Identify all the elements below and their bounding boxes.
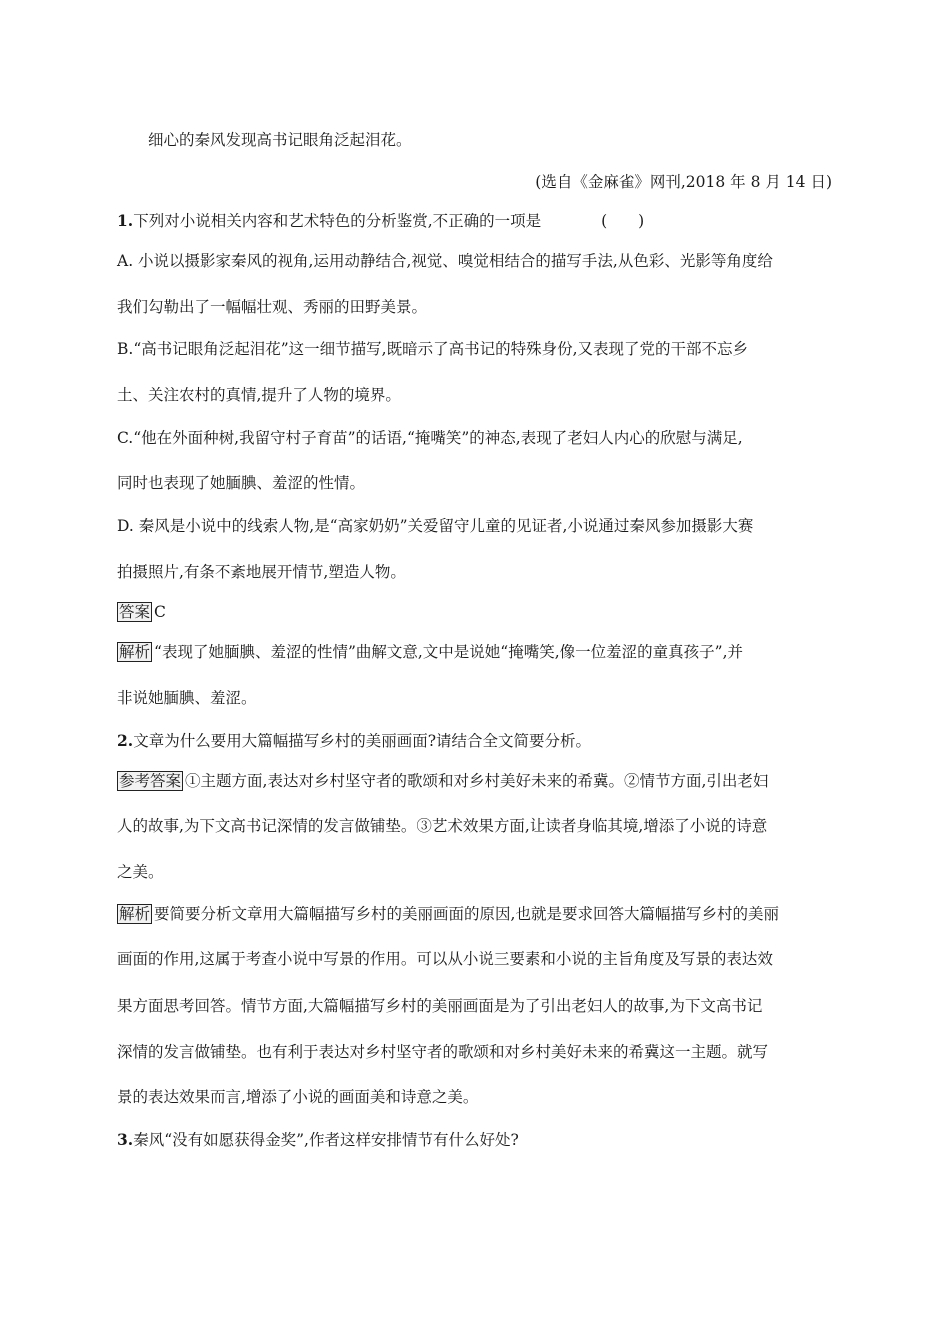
question-2-stem: 文章为什么要用大篇幅描写乡村的美丽画面?请结合全文简要分析。: [133, 732, 591, 750]
q2-analysis-line-1: [117, 903, 833, 925]
question-2-number: 2.: [117, 731, 134, 750]
option-d-line-1: D. 秦风是小说中的线索人物,是“高家奶奶”关爱留守儿童的见证者,小说通过秦风参加摄影大赛: [117, 517, 754, 535]
analysis-text: “表现了她腼腆、羞涩的性情”曲解文意,文中是说她“掩嘴笑,像一位羞涩的童真孩子”,并: [154, 643, 743, 661]
q2-analysis-line-5: 景的表达效果而言,增添了小说的画面美和诗意之美。: [117, 1088, 479, 1106]
q1-analysis-line-1: [117, 641, 833, 663]
reference-answer-text: ①主题方面,表达对乡村坚守者的歌颂和对乡村美好未来的希冀。②情节方面,引出老妇: [185, 772, 769, 790]
question-1-stem: 下列对小说相关内容和艺术特色的分析鉴赏,不正确的一项是: [133, 212, 542, 230]
option-c-line-1: C.“他在外面种树,我留守村子育苗”的话语,“掩嘴笑”的神态,表现了老妇人内心的欣慰与满足,: [117, 429, 743, 447]
analysis-text: 要简要分析文章用大篇幅描写乡村的美丽画面的原因,也就是要求回答大篇幅描写乡村的美丽: [154, 905, 779, 923]
question-2: [117, 730, 833, 752]
q2-analysis-line-4: 深情的发言做铺垫。也有利于表达对乡村坚守者的歌颂和对乡村美好未来的希冀这一主题。就写: [117, 1043, 769, 1061]
option-b-line-2: 土、关注农村的真情,提升了人物的境界。: [117, 386, 401, 404]
source-citation: (选自《金麻雀》网刊,2018 年 8 月 14 日): [535, 173, 832, 191]
analysis-tag: 解析: [119, 643, 151, 661]
answer-tag: 答案: [119, 603, 151, 621]
q2-reference-line-2: 人的故事,为下文高书记深情的发言做铺垫。③艺术效果方面,让读者身临其境,增添了小说的诗意: [117, 817, 768, 835]
intro-line: 细心的秦风发现高书记眼角泛起泪花。: [148, 131, 412, 149]
q2-reference-line-3: 之美。: [117, 863, 164, 881]
reference-answer-tag: 参考答案: [119, 772, 182, 790]
question-3: [117, 1129, 833, 1151]
question-3-stem: 秦风“没有如愿获得金奖”,作者这样安排情节有什么好处?: [133, 1131, 519, 1149]
option-c-line-2: 同时也表现了她腼腆、羞涩的性情。: [117, 474, 366, 492]
question-1-number: 1.: [117, 211, 134, 230]
answer-value: C: [154, 603, 166, 621]
q2-reference-line-1: [117, 770, 833, 792]
option-d-line-2: 拍摄照片,有条不紊地展开情节,塑造人物。: [117, 563, 406, 581]
option-b-line-1: B.“高书记眼角泛起泪花”这一细节描写,既暗示了高书记的特殊身份,又表现了党的干部不忘乡: [117, 340, 749, 358]
q2-analysis-line-2: 画面的作用,这属于考查小说中写景的作用。可以从小说三要素和小说的主旨角度及写景的表达效: [117, 950, 773, 968]
option-a-line-1: A. 小说以摄影家秦风的视角,运用动静结合,视觉、嗅觉相结合的描写手法,从色彩、光影等角度给: [117, 252, 773, 270]
question-1: [117, 210, 833, 232]
q1-analysis-line-2: 非说她腼腆、羞涩。: [117, 689, 257, 707]
answer-blank: ( ): [601, 212, 645, 230]
option-a-line-2: 我们勾勒出了一幅幅壮观、秀丽的田野美景。: [117, 298, 428, 316]
question-3-number: 3.: [117, 1130, 134, 1149]
q2-analysis-line-3: 果方面思考回答。情节方面,大篇幅描写乡村的美丽画面是为了引出老妇人的故事,为下文高书记: [117, 997, 763, 1015]
q1-answer: [117, 601, 833, 623]
analysis-tag: 解析: [119, 905, 151, 923]
